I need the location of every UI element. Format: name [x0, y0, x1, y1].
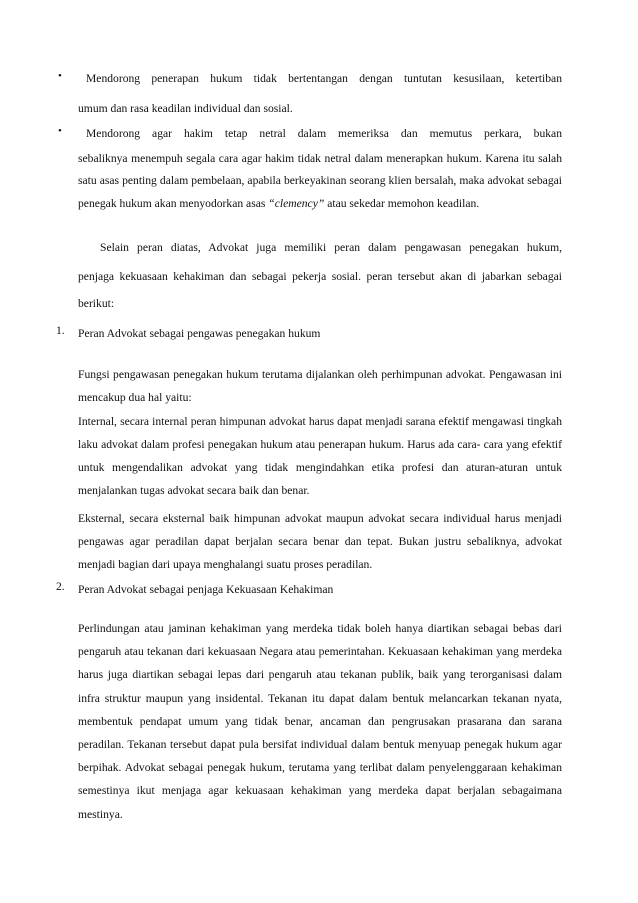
bullet-2-text-b: atau sekedar memohon keadilan.: [324, 196, 480, 210]
section-1-paragraph-eksternal: Eksternal, secara eksternal baik himpunan advokat maupun advokat secara individual harus menjadi pengawas agar peradilan dapat berjalan secara benar dan tepat. Bukan justru sebaliknya, advokat menjadi bagian dari upaya menghalangi suatu proses peradilan.: [78, 512, 562, 571]
bullet-icon: •: [58, 125, 62, 137]
intro-continuation: penjaga kekuasaan kehakiman dan sebagai pekerja sosial. peran tersebut akan di jabarkan sebagai berikut:: [78, 270, 562, 310]
section-1-paragraph-internal: Internal, secara internal peran himpunan advokat harus dapat menjadi sarana efektif mengawasi tingkah laku advokat dalam profesi penegakan hukum atau penerapan hukum. Harus ada cara- cara yang efektif untuk mengendalikan advokat yang tidak mengindahkan etika profesi dan aturan-aturan untuk menjalankan tugas advokat secara baik dan benar.: [78, 415, 562, 497]
section-1-number: 1.: [56, 324, 65, 337]
section-2-paragraph-1: Perlindungan atau jaminan kehakiman yang merdeka tidak boleh hanya diartikan sebagai bebas dari pengaruh atau tekanan dari kekuasaan Negara atau pemerintahan. Kekuasaan kehakiman yang merdeka harus juga diartikan sebagai lepas dari pengaruh atau tekanan publik, baik yang terorganisasi dalam infra struktur maupun yang insidental. Tekanan itu dapat dalam bentuk melancarkan tekanan nyata, membentuk pendapat umum yang tidak benar, ancaman dan pengrusakan prasarana dan sarana peradilan. Tekanan tersebut dapat pula bersifat individual dalam bentuk menyuap penegak hukum agar berpihak. Advokat sebagai penegak hukum, terutama yang terlibat dalam penyelenggaraan kehakiman semestinya ikut menjaga agar kekuasaan kehakiman yang merdeka dapat berjalan sebagaimana mestinya.: [78, 622, 562, 821]
bullet-icon: •: [58, 70, 62, 82]
clemency-term: “clemency”: [268, 196, 325, 210]
bullet-2-first-line: Mendorong agar hakim tetap netral dalam memeriksa dan memutus perkara, bukan: [86, 127, 562, 140]
section-1-paragraph-1: Fungsi pengawasan penegakan hukum terutama dijalankan oleh perhimpunan advokat. Pengawasan ini mencakup dua hal yaitu:: [78, 368, 562, 404]
section-2-number: 2.: [56, 580, 65, 593]
bullet-1-first-line: Mendorong penerapan hukum tidak bertentangan dengan tuntutan kesusilaan, ketertiban: [86, 72, 562, 85]
bullet-2-continuation: [78, 148, 562, 215]
bullet-1-continuation: umum dan rasa keadilan individual dan sosial.: [78, 102, 293, 115]
section-1-heading: Peran Advokat sebagai pengawas penegakan hukum: [78, 327, 321, 340]
bullet-2-text-a: sebaliknya menempuh segala cara agar hakim tidak netral dalam menerapkan hukum. Karena itu salah satu asas penting dalam pembelaan, apabila berkeyakinan seorang klien bersalah, maka advokat sebagai penegak hukum akan menyodorkan asas: [78, 152, 562, 210]
section-2-heading: Peran Advokat sebagai penjaga Kekuasaan Kehakiman: [78, 583, 334, 596]
intro-first-line: Selain peran diatas, Advokat juga memiliki peran dalam pengawasan penegakan hukum,: [100, 241, 562, 254]
